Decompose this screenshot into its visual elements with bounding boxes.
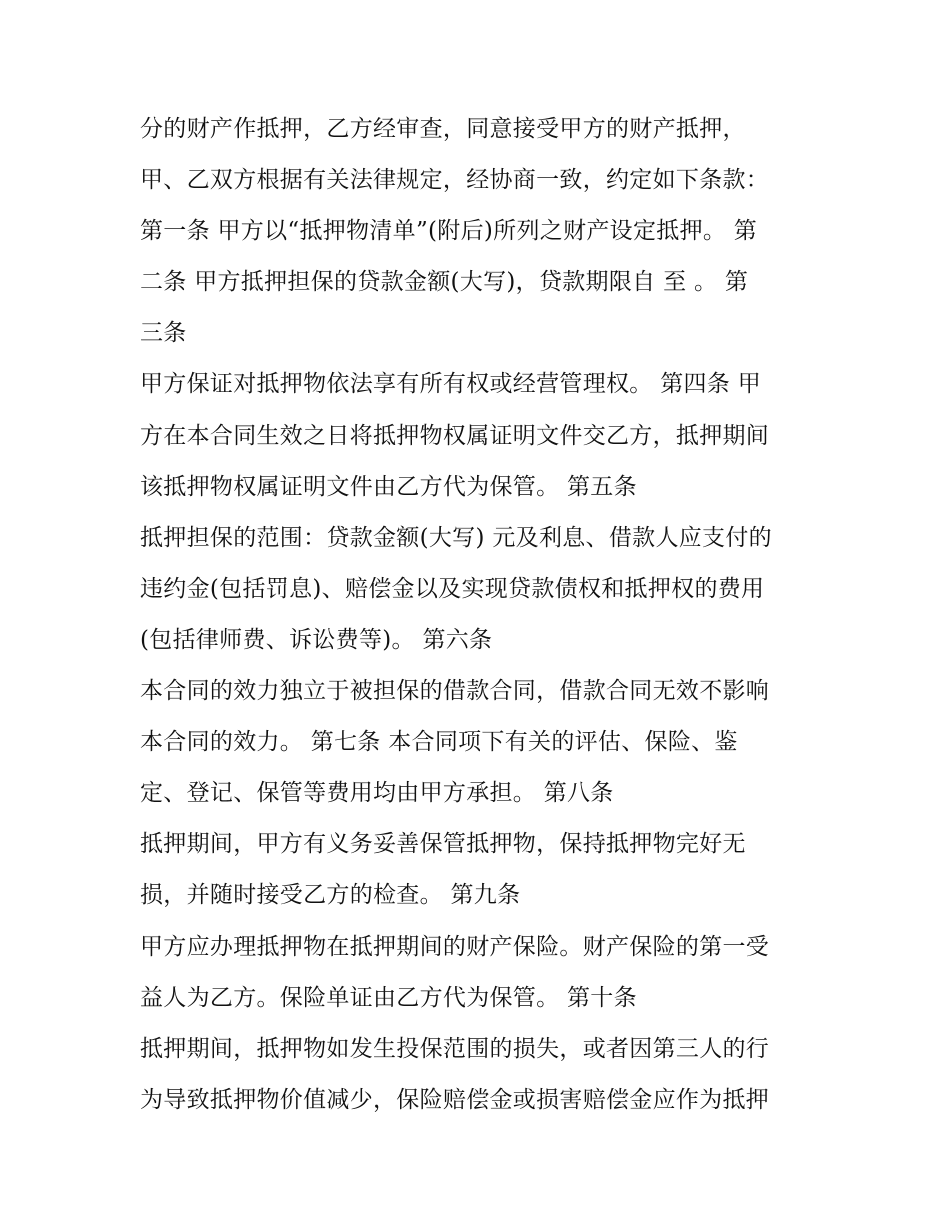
text-line: 二条 甲方抵押担保的贷款金额(大写)，贷款期限自 至 。 第 [140, 269, 749, 296]
text-line: 定、登记、保管等费用均由甲方承担。 第八条 [140, 780, 614, 807]
text-line: 本合同的效力独立于被担保的借款合同，借款合同无效不影响 [140, 678, 770, 705]
text-line: 抵押期间，抵押物如发生投保范围的损失，或者因第三人的行 [140, 1035, 770, 1062]
text-line: 本合同的效力。 第七条 本合同项下有关的评估、保险、鉴 [140, 729, 738, 756]
text-line: 抵押担保的范围：贷款金额(大写) 元及利息、借款人应支付的 [140, 524, 772, 551]
text-line: 抵押期间，甲方有义务妥善保管抵押物，保持抵押物完好无 [140, 831, 746, 858]
text-line: 方在本合同生效之日将抵押物权属证明文件交乙方，抵押期间 [140, 422, 770, 449]
text-line: 甲方应办理抵押物在抵押期间的财产保险。财产保险的第一受 [140, 933, 770, 960]
text-line: 分的财产作抵押，乙方经审查，同意接受甲方的财产抵押， [140, 116, 746, 142]
text-line: 三条 [140, 320, 187, 347]
text-line: 损，并随时接受乙方的检查。 第九条 [140, 882, 521, 909]
text-line: 为导致抵押物价值减少，保险赔偿金或损害赔偿金应作为抵押 [140, 1086, 770, 1113]
text-line: 益人为乙方。保险单证由乙方代为保管。 第十条 [140, 984, 637, 1011]
text-line: 甲、乙双方根据有关法律规定，经协商一致，约定如下条款： [140, 167, 770, 194]
contract-text-body [140, 104, 820, 1126]
text-line: 该抵押物权属证明文件由乙方代为保管。 第五条 [140, 473, 637, 500]
text-line: 违约金(包括罚息)、赔偿金以及实现贷款债权和抵押权的费用 [140, 575, 765, 602]
text-line: (包括律师费、诉讼费等)。 第六条 [140, 626, 493, 653]
text-line: 甲方保证对抵押物依法享有所有权或经营管理权。 第四条 甲 [140, 371, 762, 398]
text-line: 第一条 甲方以“抵押物清单”(附后)所列之财产设定抵押。 第 [140, 218, 758, 245]
